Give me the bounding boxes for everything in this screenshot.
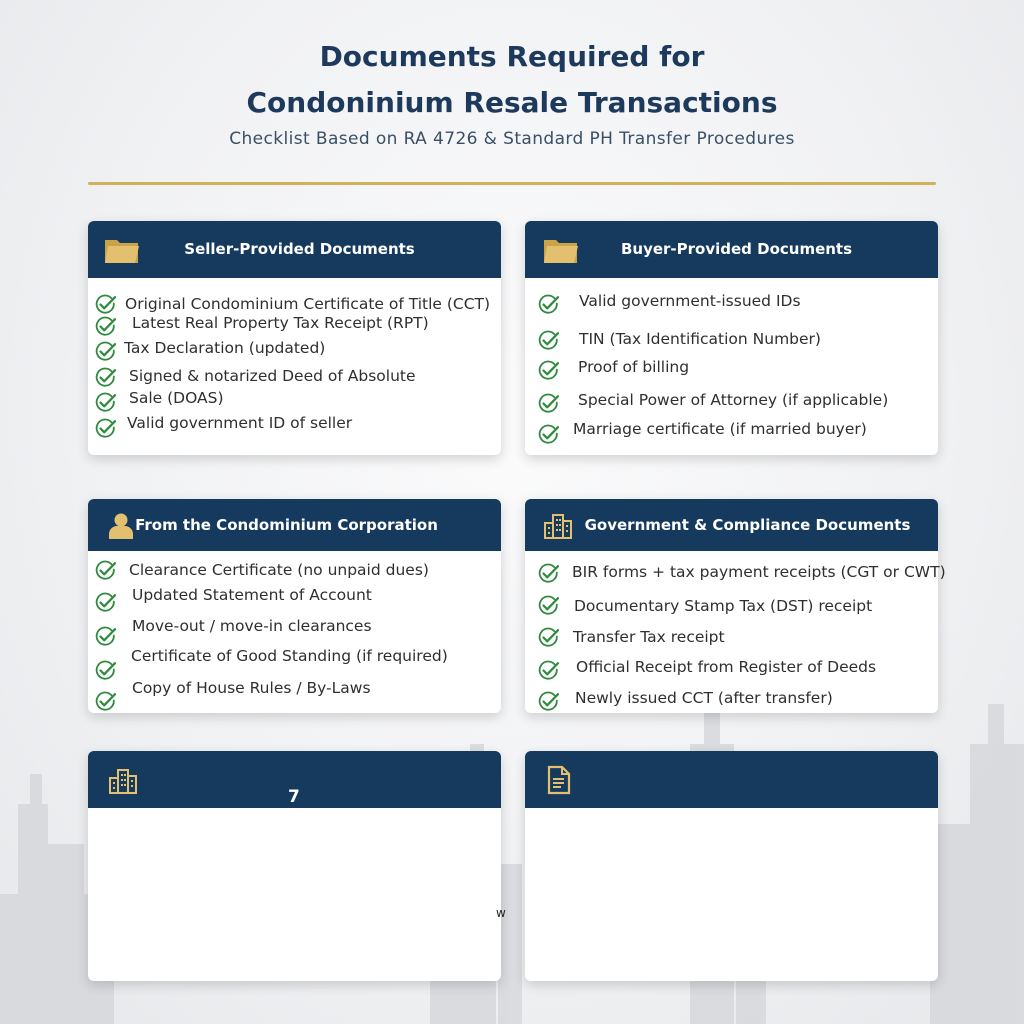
document-icon	[547, 765, 571, 795]
list-item: Newly issued CCT (after transfer)	[525, 691, 938, 713]
check-icon	[537, 660, 561, 682]
check-icon	[537, 627, 561, 649]
page-subtitle: Checklist Based on RA 4726 & Standard PH Transfer Procedures	[229, 129, 795, 149]
card-header	[88, 499, 501, 551]
check-icon	[537, 691, 561, 713]
check-icon	[537, 595, 561, 617]
list-item: Tax Declaration (updated)	[88, 341, 501, 363]
list-item: TIN (Tax Identification Number)	[525, 330, 938, 352]
check-icon	[94, 316, 118, 338]
check-icon	[537, 393, 561, 415]
check-icon	[94, 392, 118, 414]
check-icon	[537, 424, 561, 446]
check-icon	[94, 592, 118, 614]
check-icon	[537, 360, 561, 382]
check-icon	[94, 367, 118, 389]
check-icon	[94, 294, 118, 316]
page-title-line2: Condoninium Resale Transactions	[246, 86, 778, 119]
card-header	[525, 499, 938, 551]
buyer-documents-card	[525, 221, 938, 455]
check-icon	[94, 341, 118, 363]
list-item: Marriage certificate (if married buyer)	[525, 424, 938, 446]
list-item: Updated Statement of Account	[88, 592, 501, 614]
list-item: Latest Real Property Tax Receipt (RPT)	[88, 316, 501, 338]
empty-card-right	[525, 751, 938, 981]
check-icon	[94, 418, 118, 440]
list-item: Signed & notarized Deed of Absolute	[88, 367, 501, 389]
card-header	[88, 751, 501, 808]
card-header	[525, 751, 938, 808]
card-title: Government & Compliance Documents	[584, 516, 911, 534]
page-title-line1: Documents Required for	[319, 40, 705, 73]
list-item: Documentary Stamp Tax (DST) receipt	[525, 595, 938, 617]
list-item: Official Receipt from Register of Deeds	[525, 660, 938, 682]
check-icon	[94, 560, 118, 582]
list-item: Sale (DOAS)	[88, 392, 501, 414]
list-item: Certificate of Good Standing (if required)	[88, 660, 501, 682]
seller-documents-card	[88, 221, 501, 455]
card-title: Seller-Provided Documents	[184, 240, 415, 258]
list-item: Clearance Certificate (no unpaid dues)	[88, 560, 501, 582]
list-item: BIR forms + tax payment receipts (CGT or CWT)	[525, 563, 938, 585]
list-item: Original Condominium Certificate of Title (CCT)	[88, 294, 501, 316]
check-icon	[537, 294, 561, 316]
list-item: Special Power of Attorney (if applicable)	[525, 393, 938, 415]
list-item: Transfer Tax receipt	[525, 627, 938, 649]
check-icon	[94, 660, 118, 682]
list-item: Valid government ID of seller	[88, 418, 501, 440]
list-item: Copy of House Rules / By-Laws	[88, 691, 501, 713]
list-item: Proof of billing	[525, 360, 938, 382]
stray-mark: w	[496, 906, 506, 920]
empty-card-left	[88, 751, 501, 981]
building-icon	[108, 768, 138, 794]
card-header	[525, 221, 938, 278]
card-title: From the Condominium Corporation	[135, 516, 438, 534]
check-icon	[537, 330, 561, 352]
gold-divider	[88, 182, 936, 185]
check-icon	[537, 563, 561, 585]
government-compliance-card	[525, 499, 946, 713]
check-icon	[94, 691, 118, 713]
card-header	[88, 221, 501, 278]
list-item: Move-out / move-in clearances	[88, 626, 501, 648]
stray-number: 7	[288, 787, 300, 807]
list-item: Valid government-issued IDs	[525, 294, 938, 316]
check-icon	[94, 626, 118, 648]
condominium-corporation-card	[88, 499, 501, 713]
card-title: Buyer-Provided Documents	[620, 240, 853, 258]
